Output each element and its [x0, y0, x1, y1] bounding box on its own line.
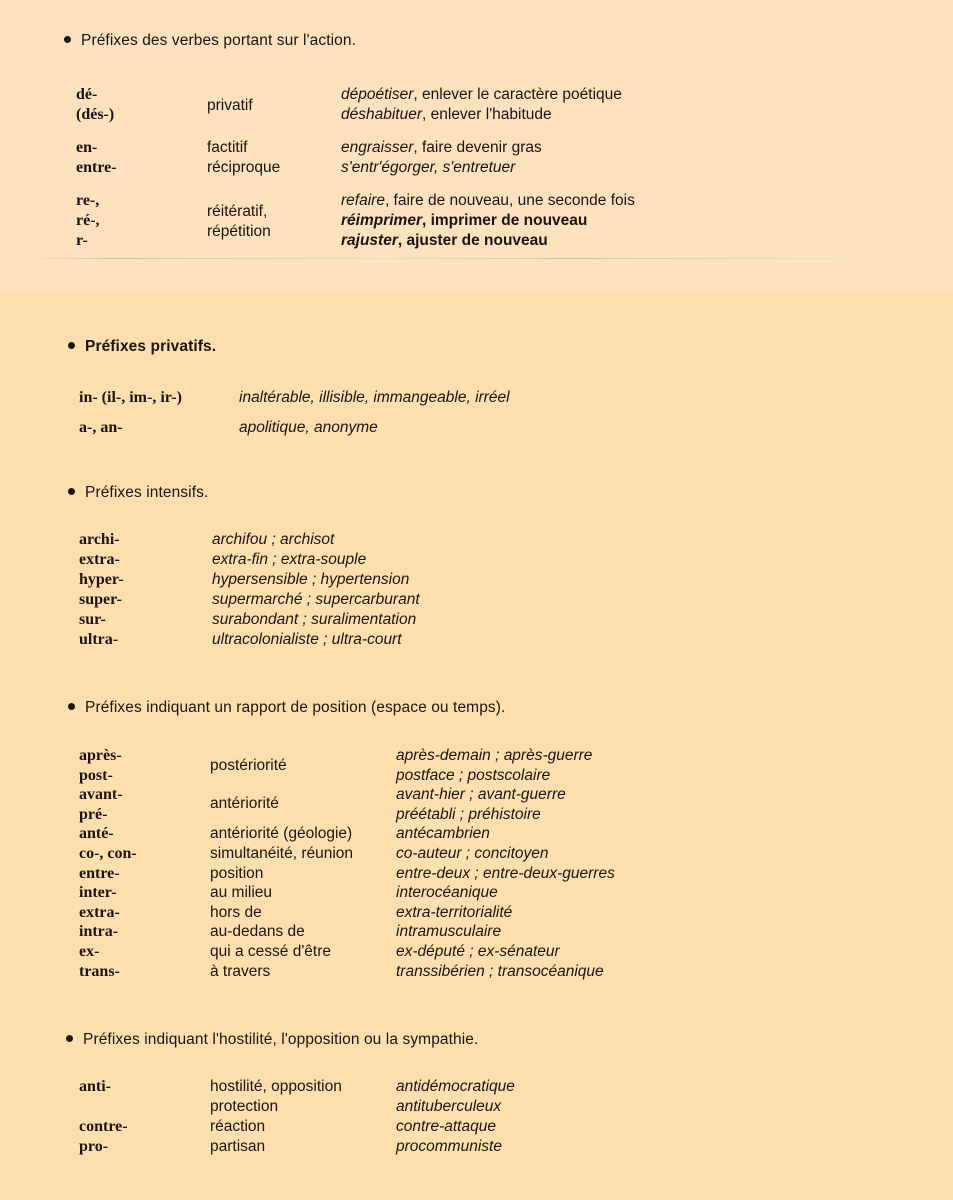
examples: supermarché ; supercarburant [212, 591, 420, 608]
meaning: réaction [210, 1118, 266, 1135]
prefix: ultra- [79, 631, 119, 648]
examples: procommuniste [396, 1138, 502, 1155]
prefix: pré- [79, 805, 108, 823]
prefix: inter- [79, 884, 117, 902]
prefix: extra- [79, 903, 120, 921]
prefix: trans- [79, 962, 120, 980]
heading-text: Préfixes intensifs. [85, 484, 209, 501]
meaning: répétition [207, 223, 271, 240]
bullet-icon [64, 36, 71, 43]
meaning: simultanéité, réunion [210, 845, 354, 862]
prefix: hyper- [79, 571, 124, 588]
prefix: intra- [79, 923, 119, 941]
examples: postface ; postscolaire [396, 766, 551, 784]
examples: surabondant ; suralimentation [212, 611, 417, 628]
section-heading-intensifs [68, 484, 208, 502]
examples: entre-deux ; entre-deux-guerres [396, 864, 615, 882]
meaning: antériorité (géologie) [210, 825, 353, 843]
example-word: rajuster [341, 232, 398, 249]
example [341, 138, 542, 158]
example-gloss: , faire devenir gras [413, 139, 542, 156]
example-word: refaire [341, 192, 385, 209]
section-heading-verbs [64, 32, 356, 50]
prefix-tables-panel [0, 290, 953, 1200]
prefix: in- (il-, im-, ir-) [79, 389, 182, 406]
examples: hypersensible ; hypertension [212, 571, 410, 588]
heading-text: Préfixes privatifs. [85, 338, 217, 355]
examples: après-demain ; après-guerre [396, 747, 593, 764]
example-word: engraisser [341, 139, 414, 156]
example-word: déshabituer [341, 106, 423, 123]
prefix: super- [79, 591, 122, 608]
meaning: postériorité [210, 757, 287, 774]
section-heading-position [68, 699, 505, 717]
section-heading-hostilite [66, 1031, 478, 1049]
prefix: ex- [79, 943, 100, 960]
examples: interocéanique [396, 884, 498, 902]
meaning: privatif [207, 97, 253, 114]
prefix: entre- [76, 159, 117, 176]
meaning: à travers [210, 962, 271, 980]
prefix: (dés-) [76, 106, 115, 123]
example-gloss: , enlever le caractère poétique [413, 86, 622, 103]
prefix: après- [79, 747, 122, 764]
examples: inaltérable, illisible, immangeable, irréel [239, 389, 510, 406]
prefix: contre- [79, 1118, 128, 1135]
examples: antituberculeux [396, 1098, 502, 1115]
example-gloss: , imprimer de nouveau [421, 212, 588, 229]
prefix: r- [76, 232, 88, 249]
examples: avant-hier ; avant-guerre [396, 786, 566, 804]
examples: extra-fin ; extra-souple [212, 551, 367, 568]
prefix: entre- [79, 864, 120, 882]
example [341, 191, 635, 211]
examples: ultracolonialiste ; ultra-court [212, 631, 402, 648]
prefix: avant- [79, 786, 123, 804]
prefix: en- [76, 139, 98, 156]
example-word: dépoétiser [341, 86, 414, 103]
prefix: pro- [79, 1138, 109, 1155]
meaning: antériorité [210, 795, 279, 812]
example-word: réimprimer [341, 212, 422, 229]
example-gloss: , enlever l'habitude [422, 106, 552, 123]
bullet-icon [68, 342, 75, 349]
example-gloss: , ajuster de nouveau [397, 232, 548, 249]
prefix: anti- [79, 1078, 111, 1095]
scan-divider [20, 258, 933, 259]
examples: archifou ; archisot [212, 531, 335, 548]
prefix: post- [79, 766, 113, 784]
meaning: factitif [207, 139, 248, 156]
heading-text: Préfixes indiquant un rapport de position (espace ou temps). [85, 699, 506, 716]
examples: préétabli ; préhistoire [396, 805, 541, 823]
examples: ex-député ; ex-sénateur [396, 943, 560, 960]
prefix: dé- [76, 86, 98, 103]
heading-text: Préfixes des verbes portant sur l'action. [81, 32, 356, 49]
examples: apolitique, anonyme [239, 419, 378, 436]
bullet-icon [68, 703, 75, 710]
examples: co-auteur ; concitoyen [396, 845, 549, 862]
meaning: au-dedans de [210, 923, 305, 941]
examples: intramusculaire [396, 923, 502, 941]
heading-text: Préfixes indiquant l'hostilité, l'opposition ou la sympathie. [83, 1031, 479, 1048]
prefix: re-, [76, 192, 100, 209]
meaning: hostilité, opposition [210, 1078, 342, 1095]
meaning: hors de [210, 903, 262, 921]
bullet-icon [68, 488, 75, 495]
example [341, 105, 552, 125]
meaning: réitératif, [207, 203, 268, 220]
example [341, 231, 548, 251]
example [341, 85, 622, 105]
example [341, 211, 587, 231]
meaning: protection [210, 1098, 279, 1115]
meaning: au milieu [210, 884, 273, 902]
examples: extra-territorialité [396, 903, 513, 921]
meaning: partisan [210, 1138, 266, 1155]
prefix: a-, an- [79, 419, 123, 436]
prefix: anté- [79, 825, 114, 843]
examples: antidémocratique [396, 1078, 515, 1095]
prefix: co-, con- [79, 845, 137, 862]
section-heading-privatifs [68, 338, 216, 356]
meaning: réciproque [207, 159, 281, 176]
examples: contre-attaque [396, 1118, 496, 1135]
prefix: ré-, [76, 212, 100, 229]
prefix: sur- [79, 611, 106, 628]
bullet-icon [66, 1035, 73, 1042]
example-gloss: , faire de nouveau, une seconde fois [384, 192, 635, 209]
example-word: s'entr'égorger, s'entretuer [341, 159, 516, 176]
meaning: qui a cessé d'être [210, 943, 332, 960]
examples: antécambrien [396, 825, 490, 843]
prefix: extra- [79, 551, 120, 568]
meaning: position [210, 864, 264, 882]
prefix: archi- [79, 531, 120, 548]
examples: transsibérien ; transocéanique [396, 962, 604, 980]
example [341, 158, 515, 178]
